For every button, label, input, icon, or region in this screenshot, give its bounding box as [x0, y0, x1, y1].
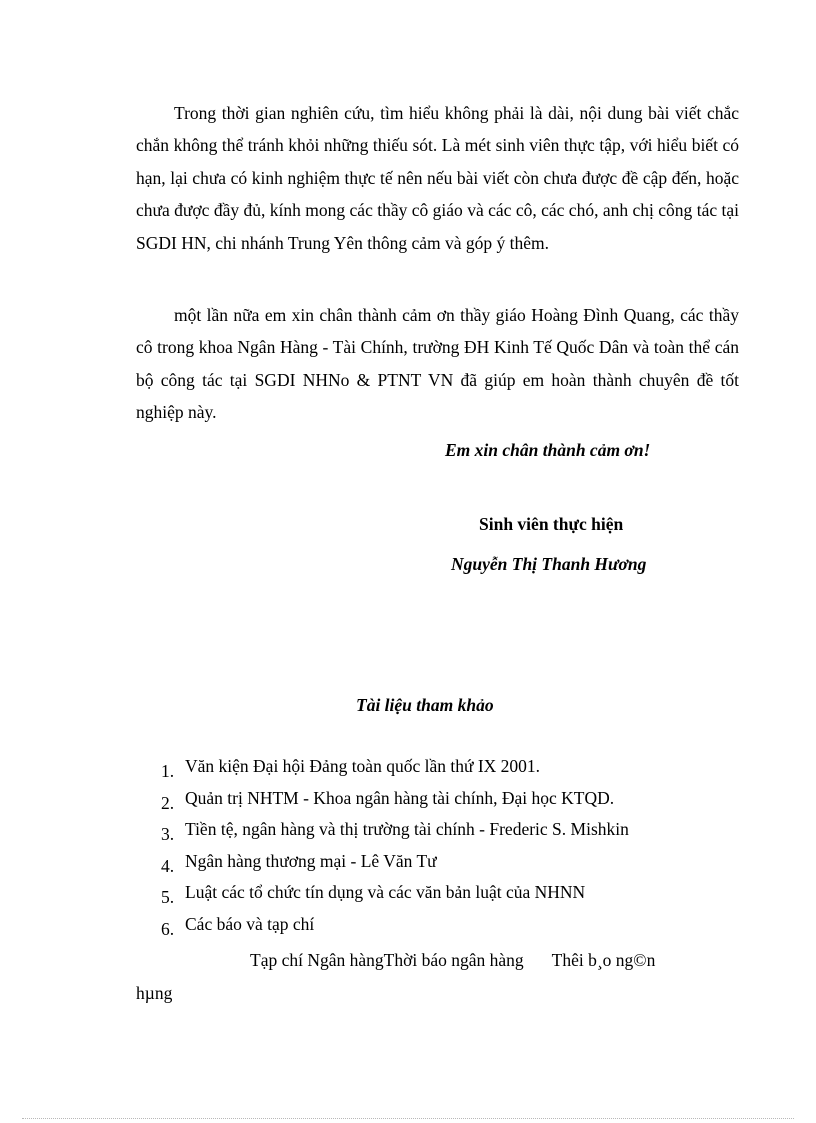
reference-text: Ngân hàng thương mại - Lê Văn Tư	[185, 850, 437, 871]
closing-thanks: Em xin chân thành cảm ơn!	[445, 440, 651, 460]
reference-text: Tiền tệ, ngân hàng và thị trường tài chính - Frederic S. Mishkin	[185, 819, 629, 840]
journal-name: Thêi b¸o ng©n	[551, 950, 656, 970]
reference-number: 1.	[161, 761, 175, 781]
signature-role: Sinh viên thực hiện	[479, 514, 624, 534]
journal-name-continuation: hµng	[136, 983, 173, 1003]
reference-number: 4.	[161, 855, 175, 876]
reference-text: Quản trị NHTM - Khoa ngân hàng tài chính, Đại học KTQD.	[185, 787, 615, 808]
body-paragraph-1: Trong thời gian nghiên cứu, tìm hiểu không phải là dài, nội dung bài viết chắc chắn không thể tránh khỏi những thiếu sót. Là mét sinh viên thực tập, với hiểu biết có hạn, lại chưa có kinh nghiệm thực tế nên nếu bài viết còn chưa được đề cập đến, hoặc chưa được đầy đủ, kính mong các thầy cô giáo và các cô, các chó, anh chị công tác tại SGDI HN, chi nhánh Trung Yên thông cảm và góp ý thêm.	[136, 103, 739, 253]
reference-text: Các báo và tạp chí	[185, 913, 315, 934]
body-paragraph-2: một lần nữa em xin chân thành cảm ơn thầy giáo Hoàng Đình Quang, các thầy cô trong khoa Ngân Hàng - Tài Chính, trường ĐH Kinh Tế Quốc Dân và toàn thể cán bộ công tác tại SGDI NHNo & PTNT VN đã giúp em hoàn thành chuyên đề tốt nghiệp này.	[136, 305, 739, 423]
signature-name: Nguyễn Thị Thanh Hương	[451, 554, 647, 574]
reference-item	[0, 756, 816, 788]
reference-item	[0, 914, 816, 946]
journal-name: Tạp chí Ngân hàng	[250, 950, 384, 970]
references-list	[0, 756, 816, 946]
reference-item	[0, 819, 816, 851]
reference-item	[0, 788, 816, 820]
page-bottom-border	[22, 1118, 794, 1119]
reference-item	[0, 851, 816, 883]
reference-number: 2.	[161, 792, 175, 813]
reference-text: Văn kiện Đại hội Đảng toàn quốc lần thứ IX 2001.	[185, 756, 541, 776]
journal-names-line	[250, 950, 655, 971]
journal-name: Thời báo ngân hàng	[383, 950, 524, 970]
reference-item	[0, 882, 816, 914]
reference-text: Luật các tổ chức tín dụng và các văn bản luật của NHNN	[185, 882, 586, 903]
reference-number: 5.	[161, 887, 175, 908]
reference-number: 3.	[161, 824, 175, 845]
references-title: Tài liệu tham khảo	[356, 695, 494, 715]
reference-number: 6.	[161, 918, 175, 939]
